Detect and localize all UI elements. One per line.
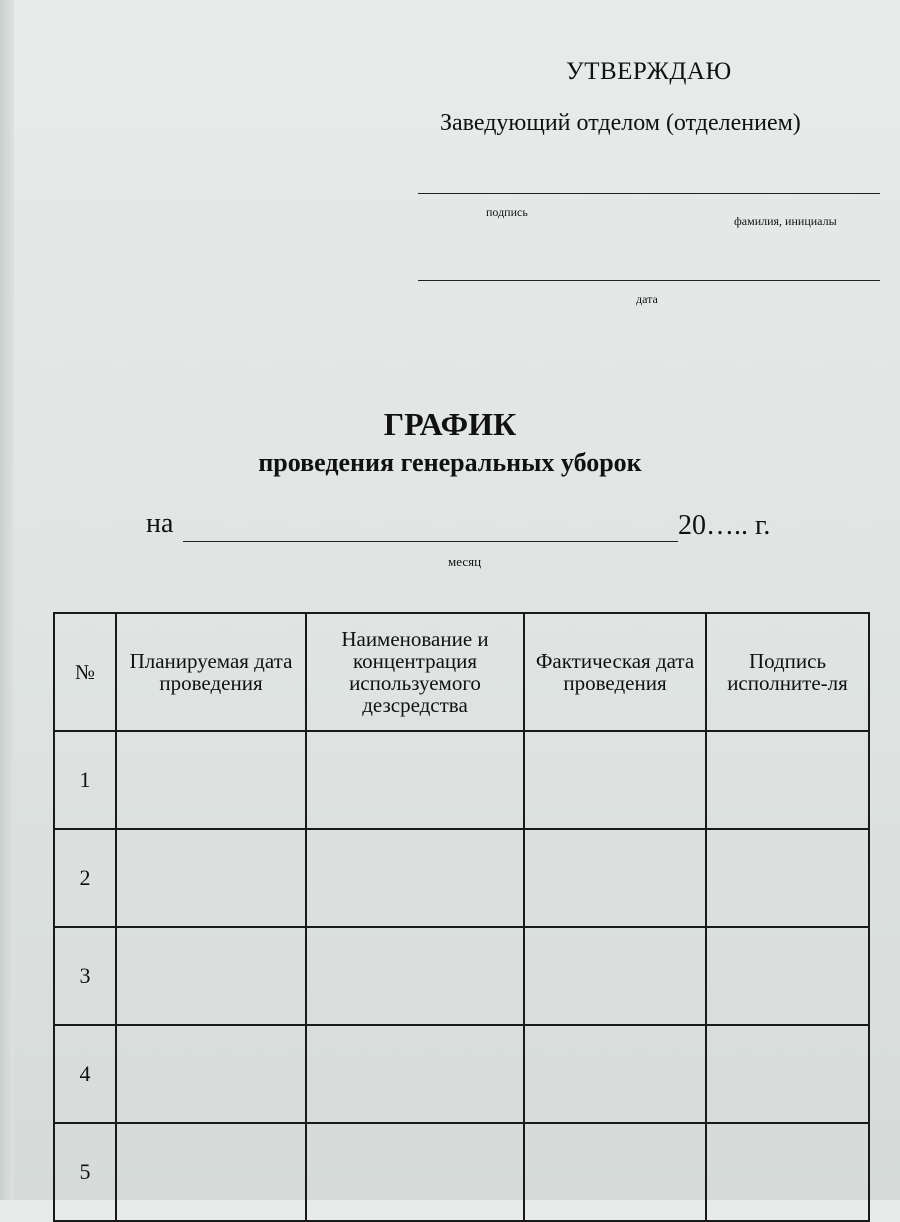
planned-date-cell[interactable] — [116, 927, 306, 1025]
approval-position: Заведующий отделом (отделением) — [440, 110, 801, 136]
document-subtitle: проведения генеральных уборок — [258, 448, 642, 477]
header-disinfectant: Наименование и концентрация используемого дезсредства — [306, 613, 524, 731]
signature-caption: подпись — [486, 205, 528, 219]
month-caption: месяц — [448, 554, 482, 569]
row-number: 1 — [54, 731, 116, 829]
signature-cell[interactable] — [706, 731, 869, 829]
header-number: № — [54, 613, 116, 731]
year-suffix: 20….. г. — [678, 510, 771, 541]
table-row — [54, 1025, 869, 1123]
cleaning-schedule-table — [53, 612, 870, 1222]
header-executor-signature: Подпись исполните-ля — [706, 613, 869, 731]
actual-date-cell[interactable] — [524, 829, 706, 927]
planned-date-cell[interactable] — [116, 829, 306, 927]
table-row — [54, 731, 869, 829]
actual-date-cell[interactable] — [524, 1025, 706, 1123]
signature-cell[interactable] — [706, 1025, 869, 1123]
disinfectant-cell[interactable] — [306, 1123, 524, 1221]
row-number: 3 — [54, 927, 116, 1025]
table-header-row — [54, 613, 869, 731]
document-title: ГРАФИК — [383, 406, 517, 442]
row-number: 4 — [54, 1025, 116, 1123]
month-field-line[interactable] — [183, 541, 678, 542]
table-row — [54, 927, 869, 1025]
row-number: 2 — [54, 829, 116, 927]
row-number: 5 — [54, 1123, 116, 1221]
name-caption: фамилия, инициалы — [734, 214, 837, 228]
planned-date-cell[interactable] — [116, 1123, 306, 1221]
header-actual-date: Фактическая дата проведения — [524, 613, 706, 731]
actual-date-cell[interactable] — [524, 927, 706, 1025]
date-caption: дата — [636, 292, 658, 306]
month-prefix: на — [146, 508, 174, 539]
disinfectant-cell[interactable] — [306, 1025, 524, 1123]
page-edge — [0, 0, 14, 1200]
table-row — [54, 1123, 869, 1221]
planned-date-cell[interactable] — [116, 1025, 306, 1123]
disinfectant-cell[interactable] — [306, 927, 524, 1025]
disinfectant-cell[interactable] — [306, 731, 524, 829]
planned-date-cell[interactable] — [116, 731, 306, 829]
date-line[interactable] — [418, 280, 880, 281]
signature-cell[interactable] — [706, 1123, 869, 1221]
disinfectant-cell[interactable] — [306, 829, 524, 927]
actual-date-cell[interactable] — [524, 731, 706, 829]
approval-title: УТВЕРЖДАЮ — [566, 58, 732, 85]
actual-date-cell[interactable] — [524, 1123, 706, 1221]
header-planned-date: Планируемая дата проведения — [116, 613, 306, 731]
signature-cell[interactable] — [706, 829, 869, 927]
signature-line[interactable] — [418, 193, 880, 194]
table-row — [54, 829, 869, 927]
signature-cell[interactable] — [706, 927, 869, 1025]
